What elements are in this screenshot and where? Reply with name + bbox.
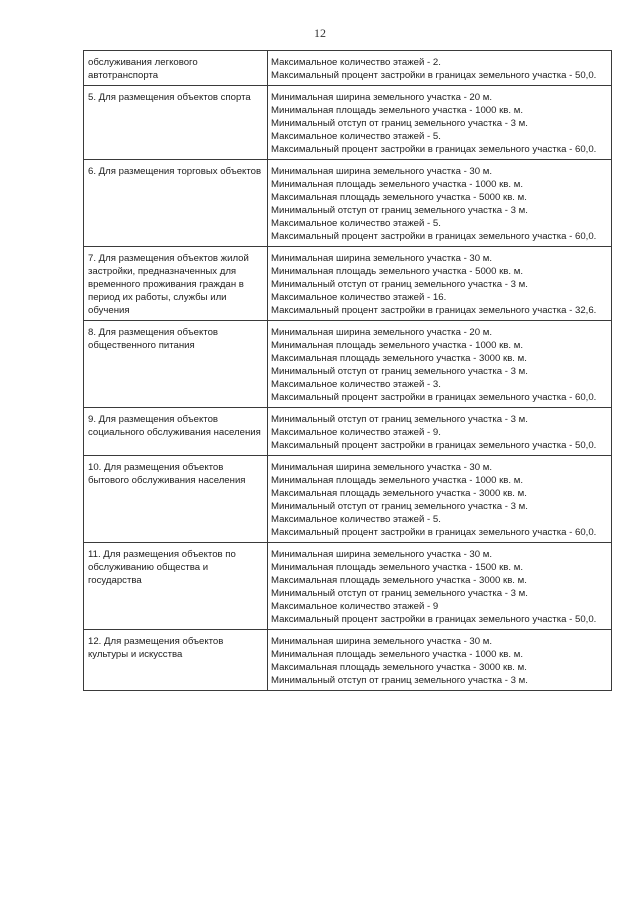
table-row (84, 51, 612, 86)
parameter-line: Минимальный отступ от границ земельного участка - 3 м. (271, 279, 528, 290)
parameter-line: Максимальное количество этажей - 5. (271, 131, 441, 142)
table-row (84, 408, 612, 456)
parameters-cell (268, 321, 612, 408)
parameter-line: Минимальная площадь земельного участка - 1000 кв. м. (271, 475, 523, 486)
parameter-line: Максимальное количество этажей - 2. (271, 57, 441, 68)
parameter-line: Максимальный процент застройки в границах земельного участка - 32,6. (271, 305, 597, 316)
table-row (84, 456, 612, 543)
table-row (84, 160, 612, 247)
land-use-purpose-cell: 11. Для размещения объектов по обслуживанию общества и государства (84, 543, 268, 630)
parameter-line: Максимальная площадь земельного участка - 3000 кв. м. (271, 575, 527, 586)
table-row (84, 247, 612, 321)
parameter-line: Минимальная ширина земельного участка - 30 м. (271, 636, 493, 647)
parameter-line: Максимальная площадь земельного участка - 5000 кв. м. (271, 192, 527, 203)
parameters-cell (268, 630, 612, 691)
parameter-line: Минимальная ширина земельного участка - 20 м. (271, 327, 493, 338)
parameter-line: Минимальный отступ от границ земельного участка - 3 м. (271, 118, 528, 129)
parameter-line: Максимальное количество этажей - 5. (271, 218, 441, 229)
land-use-purpose-cell: 7. Для размещения объектов жилой застройки, предназначенных для временного проживания граждан в период их работы, службы или обучения (84, 247, 268, 321)
page-number: 12 (314, 26, 326, 40)
land-use-purpose-cell: 12. Для размещения объектов культуры и искусства (84, 630, 268, 691)
parameters-cell (268, 543, 612, 630)
land-use-purpose-cell: 10. Для размещения объектов бытового обслуживания населения (84, 456, 268, 543)
parameters-cell (268, 51, 612, 86)
parameters-cell (268, 408, 612, 456)
parameter-line: Минимальная площадь земельного участка - 1000 кв. м. (271, 340, 523, 351)
land-use-regulations-table (83, 50, 612, 691)
parameter-line: Минимальная ширина земельного участка - 30 м. (271, 253, 493, 264)
land-use-purpose-cell: 5. Для размещения объектов спорта (84, 86, 268, 160)
land-use-purpose-cell: 6. Для размещения торговых объектов (84, 160, 268, 247)
parameters-cell (268, 160, 612, 247)
parameters-cell (268, 247, 612, 321)
land-use-purpose-cell: 9. Для размещения объектов социального обслуживания населения (84, 408, 268, 456)
parameter-line: Максимальное количество этажей - 3. (271, 379, 441, 390)
parameter-line: Максимальный процент застройки в границах земельного участка - 60,0. (271, 527, 597, 538)
table-body (84, 51, 612, 691)
parameter-line: Максимальный процент застройки в границах земельного участка - 50,0. (271, 614, 597, 625)
parameter-line: Минимальный отступ от границ земельного участка - 3 м. (271, 205, 528, 216)
parameter-line: Минимальная ширина земельного участка - 30 м. (271, 549, 493, 560)
parameters-cell (268, 86, 612, 160)
table-row (84, 321, 612, 408)
parameter-line: Минимальный отступ от границ земельного участка - 3 м. (271, 501, 528, 512)
parameter-line: Минимальный отступ от границ земельного участка - 3 м. (271, 366, 528, 377)
parameter-line: Минимальная площадь земельного участка - 1000 кв. м. (271, 105, 523, 116)
parameter-line: Максимальный процент застройки в границах земельного участка - 60,0. (271, 392, 597, 403)
parameter-line: Минимальный отступ от границ земельного участка - 3 м. (271, 675, 528, 686)
table-row (84, 543, 612, 630)
table-row (84, 86, 612, 160)
parameter-line: Минимальная площадь земельного участка - 1500 кв. м. (271, 562, 523, 573)
parameter-line: Минимальная площадь земельного участка - 1000 кв. м. (271, 649, 523, 660)
parameter-line: Максимальная площадь земельного участка - 3000 кв. м. (271, 353, 527, 364)
parameter-line: Максимальное количество этажей - 5. (271, 514, 441, 525)
parameter-line: Минимальная площадь земельного участка - 1000 кв. м. (271, 179, 523, 190)
parameters-cell (268, 456, 612, 543)
parameter-line: Минимальная ширина земельного участка - 30 м. (271, 166, 493, 177)
parameter-line: Максимальный процент застройки в границах земельного участка - 60,0. (271, 144, 597, 155)
parameter-line: Максимальная площадь земельного участка - 3000 кв. м. (271, 488, 527, 499)
land-use-purpose-cell: 8. Для размещения объектов общественного питания (84, 321, 268, 408)
parameter-line: Минимальная площадь земельного участка - 5000 кв. м. (271, 266, 523, 277)
parameter-line: Минимальный отступ от границ земельного участка - 3 м. (271, 414, 528, 425)
parameter-line: Максимальное количество этажей - 9 (271, 601, 439, 612)
parameter-line: Максимальный процент застройки в границах земельного участка - 60,0. (271, 231, 597, 242)
parameter-line: Минимальная ширина земельного участка - 20 м. (271, 92, 493, 103)
parameter-line: Максимальный процент застройки в границах земельного участка - 50,0. (271, 70, 597, 81)
parameter-line: Максимальный процент застройки в границах земельного участка - 50,0. (271, 440, 597, 451)
parameter-line: Минимальный отступ от границ земельного участка - 3 м. (271, 588, 528, 599)
parameter-line: Минимальная ширина земельного участка - 30 м. (271, 462, 493, 473)
parameter-line: Максимальное количество этажей - 16. (271, 292, 447, 303)
parameter-line: Максимальная площадь земельного участка - 3000 кв. м. (271, 662, 527, 673)
parameter-line: Максимальное количество этажей - 9. (271, 427, 441, 438)
land-use-purpose-cell: обслуживания легкового автотранспорта (84, 51, 268, 86)
table-row (84, 630, 612, 691)
